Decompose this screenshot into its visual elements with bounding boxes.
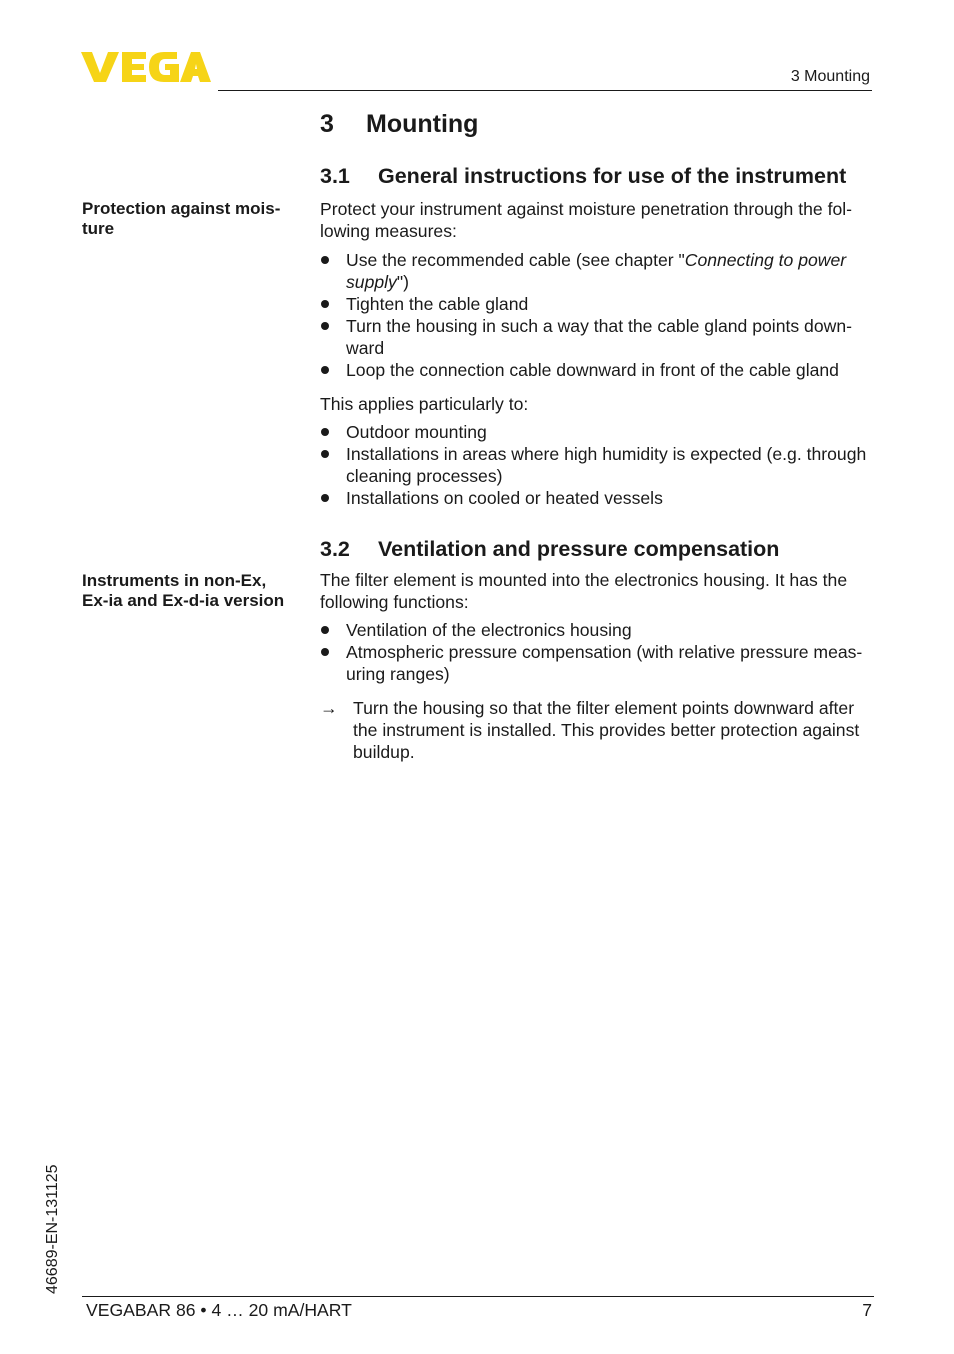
bullet-icon (321, 494, 329, 502)
footer-rule (82, 1296, 874, 1297)
list-item-text: Turn the housing in such a way that the cable gland points down- ward (346, 316, 852, 358)
list-item-text: Tighten the cable gland (346, 294, 529, 314)
intro-paragraph: The filter element is mounted into the electronics housing. It has the following functions: (320, 570, 848, 612)
list-item-text: Ventilation of the electronics housing (346, 620, 632, 640)
side-label-moisture (82, 199, 304, 238)
side-label-text: Protection against mois- ture (82, 199, 281, 238)
section-3-1-body (320, 198, 876, 509)
list-item (320, 487, 876, 509)
bullet-icon (321, 322, 329, 330)
list-item-text: Atmospheric pressure compensation (with relative pressure meas- uring ranges) (346, 642, 863, 684)
section-number: 3.1 (320, 164, 350, 188)
list-item (320, 421, 876, 443)
list-item-text: Installations on cooled or heated vessels (346, 488, 663, 508)
list-item (320, 293, 876, 315)
section-3-2-body (320, 569, 876, 763)
list-item (320, 249, 876, 293)
functions-list (320, 619, 876, 685)
page-number: 7 (862, 1300, 872, 1320)
applies-list (320, 421, 876, 509)
list-item-text: Installations in areas where high humidity is expected (e.g. through cleaning processes) (346, 444, 867, 486)
list-item (320, 315, 876, 359)
side-label-instruments (82, 571, 304, 610)
list-item (320, 359, 876, 381)
arrow-right-icon: → (320, 698, 338, 718)
footer-product: VEGABAR 86 • 4 … 20 mA/HART (86, 1300, 352, 1320)
applies-paragraph: This applies particularly to: (320, 394, 529, 414)
section-number: 3.2 (320, 537, 350, 561)
document-code: 46689-EN-131125 (44, 1164, 61, 1294)
bullet-icon (321, 450, 329, 458)
list-item (320, 443, 876, 487)
instruction-step (320, 697, 876, 763)
list-item-text: Use the recommended cable (see chapter " (346, 250, 685, 270)
measures-list (320, 249, 876, 381)
bullet-icon (321, 366, 329, 374)
list-item-text: ") (396, 272, 409, 292)
bullet-icon (321, 256, 329, 264)
vega-logo (80, 50, 212, 84)
instruction-text: Turn the housing so that the filter element points downward after the instrument is installed. This provides better protection against buildup. (353, 698, 860, 762)
list-item-text: Outdoor mounting (346, 422, 487, 442)
bullet-icon (321, 626, 329, 634)
chapter-title (320, 110, 478, 139)
section-title: Ventilation and pressure compensation (378, 537, 780, 561)
list-item (320, 619, 876, 641)
list-item-text: Loop the connection cable downward in front of the cable gland (346, 360, 839, 380)
section-title: General instructions for use of the instrument (378, 164, 847, 188)
intro-paragraph: Protect your instrument against moisture penetration through the fol- lowing measures: (320, 199, 853, 241)
chapter-reference: Connecting to power supply (346, 250, 847, 292)
chapter-number: 3 (320, 110, 334, 138)
section-heading-3-2 (320, 537, 779, 562)
side-label-text: Instruments in non-Ex, (82, 571, 267, 590)
list-item (320, 641, 876, 685)
header-rule (218, 90, 872, 91)
section-heading-3-1 (320, 164, 846, 189)
chapter-title-text: Mounting (366, 110, 479, 138)
bullet-icon (321, 428, 329, 436)
side-label-text: Ex-ia and Ex-d-ia version (82, 590, 285, 610)
bullet-icon (321, 648, 329, 656)
bullet-icon (321, 300, 329, 308)
running-header: 3 Mounting (790, 68, 870, 85)
